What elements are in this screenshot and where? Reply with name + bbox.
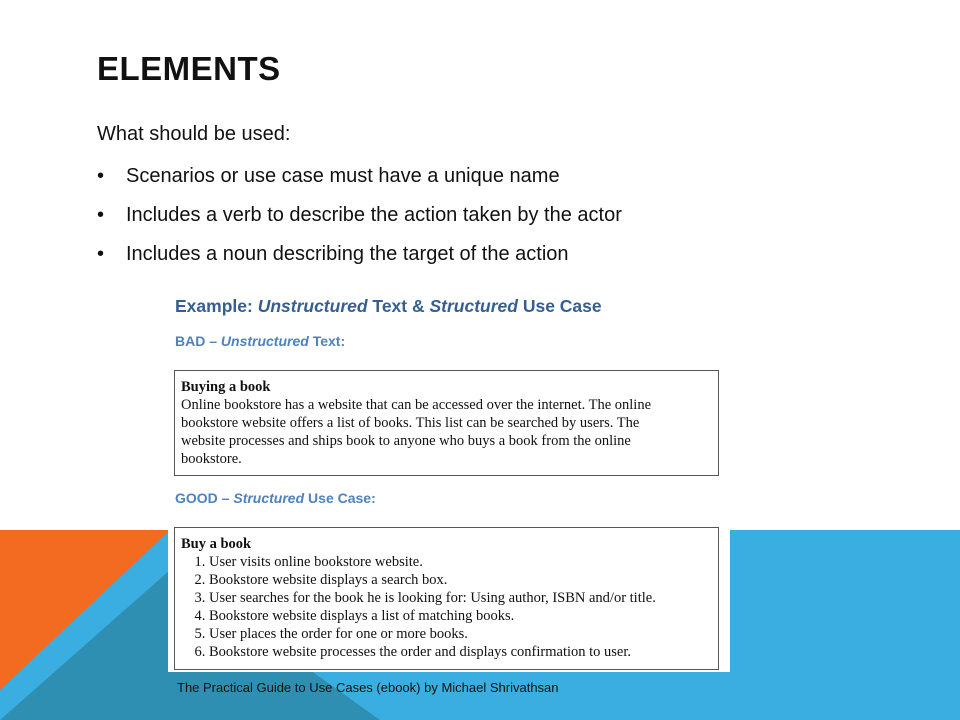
bad-heading — [175, 333, 345, 349]
bullet-text: Scenarios or use case must have a unique name — [126, 165, 560, 187]
example-title — [175, 296, 602, 317]
use-case-step: 6. Bookstore website processes the order and displays confirmation to user. — [209, 643, 712, 661]
use-case-step: 3. User searches for the book he is looking for: Using author, ISBN and/or title. — [209, 589, 712, 607]
good-suffix: Use Case: — [304, 490, 376, 506]
bullet-glyph: • — [97, 204, 105, 226]
use-case-step: 2. Bookstore website displays a search box. — [209, 571, 712, 589]
example-image-panel — [168, 288, 730, 672]
bad-em: Unstructured — [220, 333, 309, 349]
example-title-prefix: Example: — [175, 296, 258, 316]
bad-suffix: Text: — [308, 333, 346, 349]
bullet-text: Includes a verb to describe the action taken by the actor — [126, 204, 622, 226]
use-case-steps — [181, 553, 712, 661]
source-caption: The Practical Guide to Use Cases (ebook) by Michael Shrivathsan — [177, 680, 559, 695]
slide-title: ELEMENTS — [97, 50, 281, 87]
bullet-item — [97, 202, 622, 241]
good-prefix: GOOD – — [175, 490, 234, 506]
example-title-em1: Unstructured — [257, 296, 368, 316]
use-case-step: 4. Bookstore website displays a list of matching books. — [209, 607, 712, 625]
use-case-step: 5. User places the order for one or more books. — [209, 625, 712, 643]
bullet-glyph: • — [97, 165, 105, 187]
unstructured-text-box — [174, 370, 719, 476]
bad-box-title: Buying a book — [181, 379, 271, 395]
bullet-text: Includes a noun describing the target of the action — [126, 243, 569, 265]
bad-box-line: Online bookstore has a website that can be accessed over the internet. The online — [181, 397, 652, 413]
example-title-mid: Text & — [367, 296, 430, 316]
bullet-list — [97, 163, 622, 280]
good-box-title: Buy a book — [181, 536, 252, 552]
bullet-glyph: • — [97, 243, 105, 265]
bad-box-line: bookstore website offers a list of books. This list can be searched by users. The — [181, 415, 640, 431]
structured-use-case-box — [174, 527, 719, 670]
bad-prefix: BAD – — [175, 333, 221, 349]
bullet-item — [97, 241, 622, 280]
bad-box-line: website processes and ships book to anyone who buys a book from the online — [181, 433, 631, 449]
good-em: Structured — [233, 490, 305, 506]
example-title-suffix: Use Case — [517, 296, 602, 316]
bad-box-line: bookstore. — [181, 451, 242, 467]
bullet-item — [97, 163, 622, 202]
intro-text: What should be used: — [97, 123, 291, 145]
example-title-em2: Structured — [429, 296, 518, 316]
use-case-step: 1. User visits online bookstore website. — [209, 553, 712, 571]
good-heading — [175, 490, 376, 506]
